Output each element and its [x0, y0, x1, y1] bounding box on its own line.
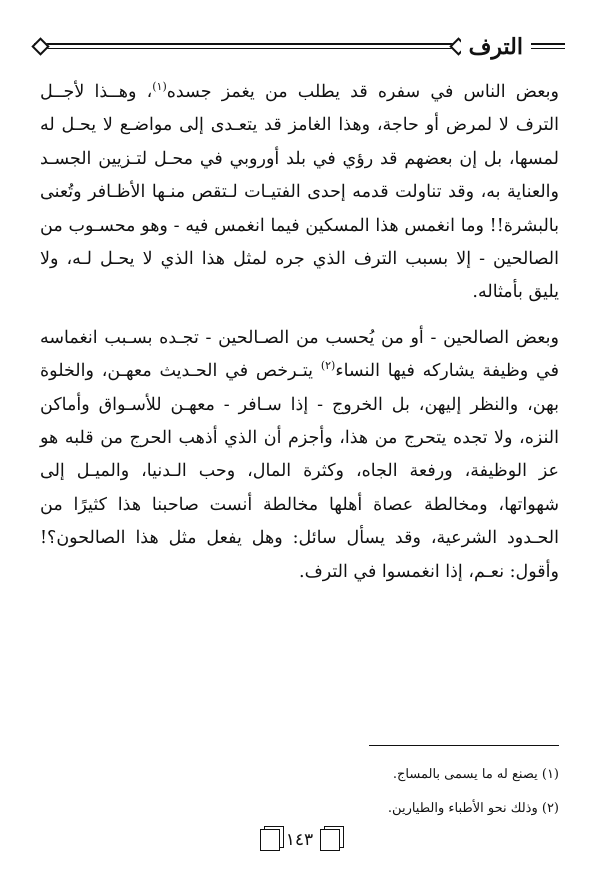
footnote: (١) يصنع له ما يسمى بالمساج.: [392, 767, 559, 782]
book-ornament-icon: [318, 826, 348, 852]
paragraph: وبعض الصالحين - أو من يُحسب من الصـالحين - تجـده بسـبب انغماسه في وظيفة يشاركه فيها النساء$^{(٢)}$ يتـرخص في الحـديث معهـن، والخلوة بهن، والنظر إليهن، بل الخروج - إذا سـافر - معهـن للأسـواق وأماكن النزه، ولا تجده يتحرج من هذا، وأجزم أن الذي أذهب الحرج من قلبه هو عز الوظيفة، ورفعة الجاه، وكثرة المال، وحب الـدنيا، والميـل إلى شهواتها، ومخالطة عصاة أهلها مخالطة أنست صاحبنا هذا كثيرًا من الحـدود الشرعية، وقد يسأل سائل: وهل يفعل مثل هذا الصالحون؟! وأقول: نعـم، إذا انغمسوا في الترف.: [40, 327, 559, 582]
page-header: [34, 30, 565, 64]
footnotes: [40, 758, 559, 826]
main-text: [40, 76, 559, 589]
page-footer: [0, 826, 599, 856]
book-ornament-icon: [258, 826, 288, 852]
footnote-ref: (١): [152, 80, 167, 94]
footnote-separator: [369, 745, 559, 746]
footnote: (٢) وذلك نحو الأطباء والطيارين.: [387, 801, 559, 816]
running-title: الترف: [461, 32, 531, 62]
page-number: ١٤٣: [285, 830, 314, 850]
footnote-ref: (٢): [320, 359, 336, 373]
diamond-ornament-icon: [31, 37, 49, 55]
paragraph: وبعض الناس في سفره قد يطلب من يغمز جسده$^{(١)}$، وهــذا لأجــل الترف لا لمرض أو حاجة، وهذا الغامز قد يتعـدى إلى مواضـع لا يحـل له لمسها، بل إن بعضهم قد رؤي في بلد أوروبي في محـل لتـزيين الجسـد والعناية به، وقد تناولت قدمه إحدى الفتيـات لـتقص منـها الأظـافر وتُعنى بالبشرة!! وما انغمس هذا المسكين فيما انغمس فيه - وهو محسـوب من الصالحين - إلا بسبب الترف الذي جره لمثل هذا الذي لا يحـل لـه، ولا يليق بأمثاله.: [40, 80, 559, 303]
